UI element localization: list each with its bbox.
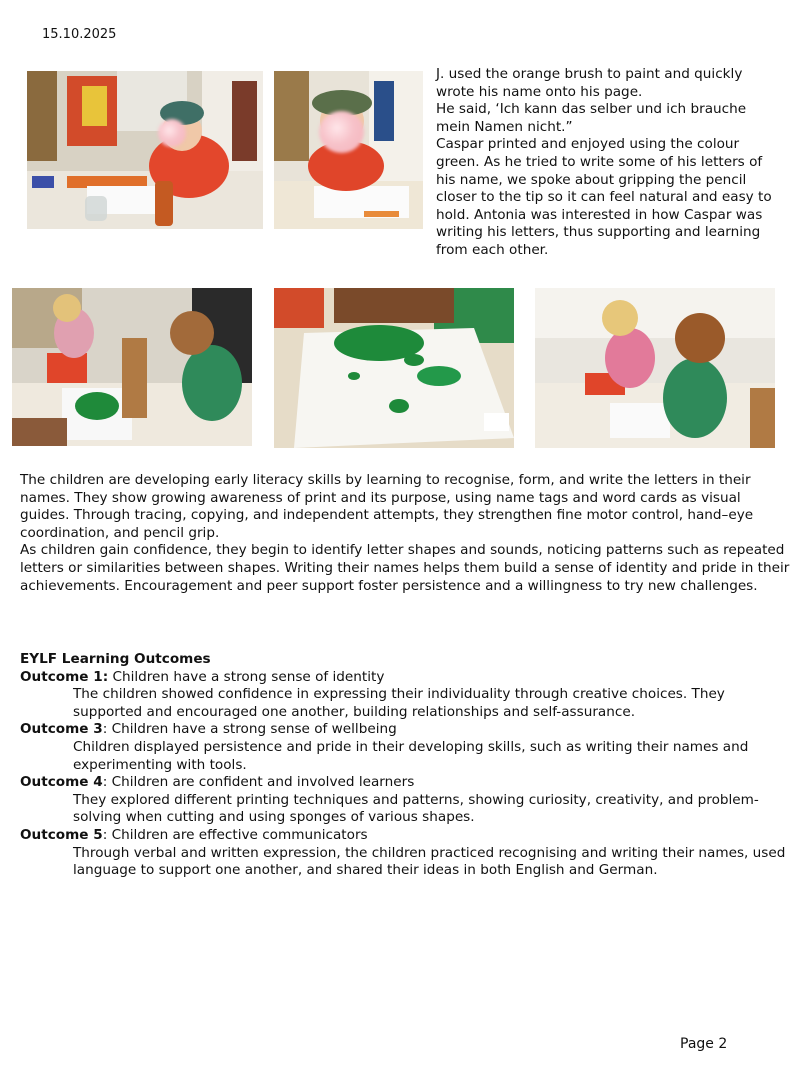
photo-children-printing — [12, 288, 252, 446]
outcomes-heading: EYLF Learning Outcomes — [20, 651, 211, 667]
outcome-title — [20, 774, 790, 792]
outcome-description: The children showed confidence in expressing their individuality through creative choices. They supported and encouraged one another, building relationships and self-assurance. — [73, 686, 725, 720]
outcome-title-text: : Children have a strong sense of wellbeing — [102, 721, 397, 738]
photo-green-print-closeup — [274, 288, 514, 448]
outcome-title — [20, 721, 790, 739]
outcome-title-text: : Children are confident and involved learners — [102, 774, 415, 791]
intro-line: Caspar printed and enjoyed using the colour green. As he tried to write some of his letters of his name, we spoke about gripping the pencil closer to the tip so it can feel natural and easy to hold. Antonia was interested in how Caspar was writing his letters, thus supporting and learning from each other. — [436, 136, 772, 258]
outcome-title — [20, 827, 790, 845]
intro-text — [436, 66, 776, 260]
outcome-description: Through verbal and written expression, the children practiced recognising and writing their names, used language to support one another, and shared their ideas in both English and German. — [73, 844, 786, 879]
eylf-outcomes — [20, 651, 790, 880]
outcome-description: Children displayed persistence and pride in their developing skills, such as writing their names and experimenting with tools. — [73, 738, 749, 773]
outcome-title-text: Children have a strong sense of identity — [108, 668, 385, 685]
outcome-description: They explored different printing techniques and patterns, showing curiosity, creativity, and problem-solving when cutting and using sponges of various shapes. — [73, 791, 759, 826]
blurred-face — [319, 111, 364, 153]
literacy-summary — [20, 472, 790, 595]
blurred-face — [158, 119, 186, 147]
document-date: 15.10.2025 — [42, 27, 117, 42]
summary-paragraph: As children gain confidence, they begin to identify letter shapes and sounds, noticing patterns such as repeated letters or similarities between shapes. Writing their names helps them build a sense of identity and pride in their achievements. Encouragement and peer support foster persistence and a willingness to try new challenges. — [20, 542, 790, 594]
intro-line: He said, ‘Ich kann das selber und ich brauche mein Namen nicht.” — [436, 101, 747, 135]
photo-boy-writing — [274, 71, 423, 229]
outcome-label: Outcome 1: — [20, 668, 109, 685]
outcome-label: Outcome 5 — [20, 826, 103, 843]
page-number: Page 2 — [680, 1036, 728, 1052]
outcome-title — [20, 669, 790, 687]
intro-line: J. used the orange brush to paint and quickly wrote his name onto his page. — [436, 66, 743, 100]
outcome-label: Outcome 4 — [20, 774, 103, 791]
outcome-label: Outcome 3 — [20, 721, 103, 738]
summary-paragraph: The children are developing early literacy skills by learning to recognise, form, and write the letters in their names. They show growing awareness of print and its purpose, using name tags and word cards as visual guides. Through tracing, copying, and independent attempts, they strengthen fine motor control, hand–eye coordination, and pencil grip. — [20, 472, 754, 541]
photo-boy-painting — [27, 71, 263, 229]
outcome-title-text: : Children are effective communicators — [102, 826, 368, 843]
photo-girl-and-boy-printing — [535, 288, 775, 448]
